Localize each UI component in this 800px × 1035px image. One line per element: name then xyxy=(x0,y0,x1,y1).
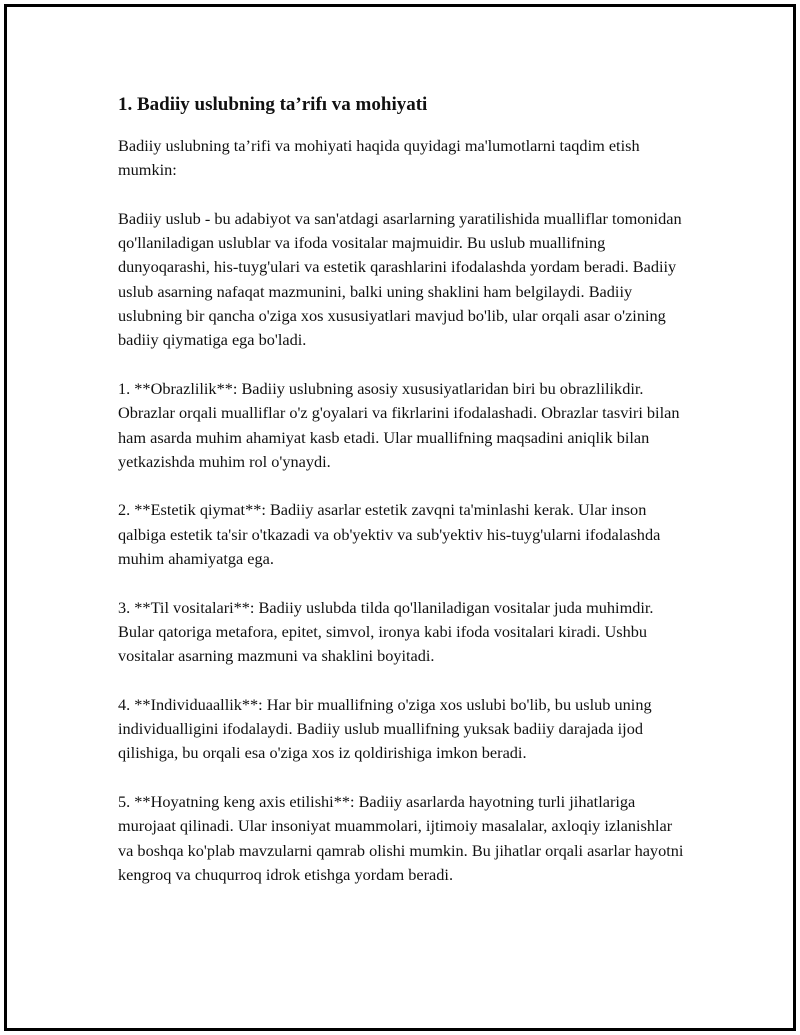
list-item-hayot: 5. **Hoyatning keng axis etilishi**: Badiiy asarlarda hayotning turli jihatlariga murojaat qilinadi. Ular insoniyat muammolari, ijtimoiy masalalar, axloqiy izlanishlar va boshqa ko'plab mavzularni qamrab olishi mumkin. Bu jihatlar orqali asarlar hayotni kengroq va chuqurroq idrok etishga yordam beradi. xyxy=(118,792,684,884)
section-heading: 1. Badiiy uslubning ta’rifı va mohiyati xyxy=(118,94,428,115)
list-item-individuaallik: 4. **Individuaallik**: Har bir muallifning o'ziga xos uslubi bo'lib, bu uslub uning individualligini ifodalaydi. Badiiy uslub muallifning yuksak badiiy darajada ijod qilishiga, bu orqali esa o'ziga xos iz qoldirishiga imkon beradi. xyxy=(118,694,652,763)
list-item-til-vositalari: 3. **Til vositalari**: Badiiy uslubda tilda qo'llaniladigan vositalar juda muhimdir. Bular qatoriga metafora, epitet, simvol, ironya kabi ifoda vositalari kiradi. Ushbu vositalar asarning mazmuni va shaklini boyitadi. xyxy=(118,597,654,666)
definition-paragraph: Badiiy uslub - bu adabiyot va san'atdagi asarlarning yaratilishida mualliflar tomonidan qo'llaniladigan uslublar va ifoda vositalar majmuidir. Bu uslub muallifning dunyoqarashi, his-tuyg'ulari va estetik qarashlarini ifodalashda yordam beradi. Badiiy uslub asarning nafaqat mazmunini, balki uning shaklini ham belgilaydi. Badiiy uslubning bir qancha o'ziga xos xususiyatlari mavjud bo'lib, ular orqali asar o'zining badiiy qiymatiga ega bo'ladi. xyxy=(118,208,682,350)
intro-paragraph: Badiiy uslubning ta’rifi va mohiyati haqida quyidagi ma'lumotlarni taqdim etish mumkin: xyxy=(118,136,640,180)
document-body xyxy=(118,92,688,912)
list-item-estetik-qiymat: 2. **Estetik qiymat**: Badiiy asarlar estetik zavqni ta'minlashi kerak. Ular inson qalbiga estetik ta'sir o'tkazadi va ob'yektiv va sub'yektiv his-tuyg'ularni ifodalashda muhim ahamiyatga ega. xyxy=(118,500,661,569)
list-item-obrazlilik: 1. **Obrazlilik**: Badiiy uslubning asosiy xususiyatlaridan biri bu obrazlilikdir. Obrazlar orqali mualliflar o'z g'oyalari va fikrlarini ifodalashadi. Obrazlar tasviri bilan ham asarda muhim ahamiyat kasb etadi. Ular muallifning maqsadini aniqlik bilan yetkazishda muhim rol o'ynaydi. xyxy=(118,378,680,471)
